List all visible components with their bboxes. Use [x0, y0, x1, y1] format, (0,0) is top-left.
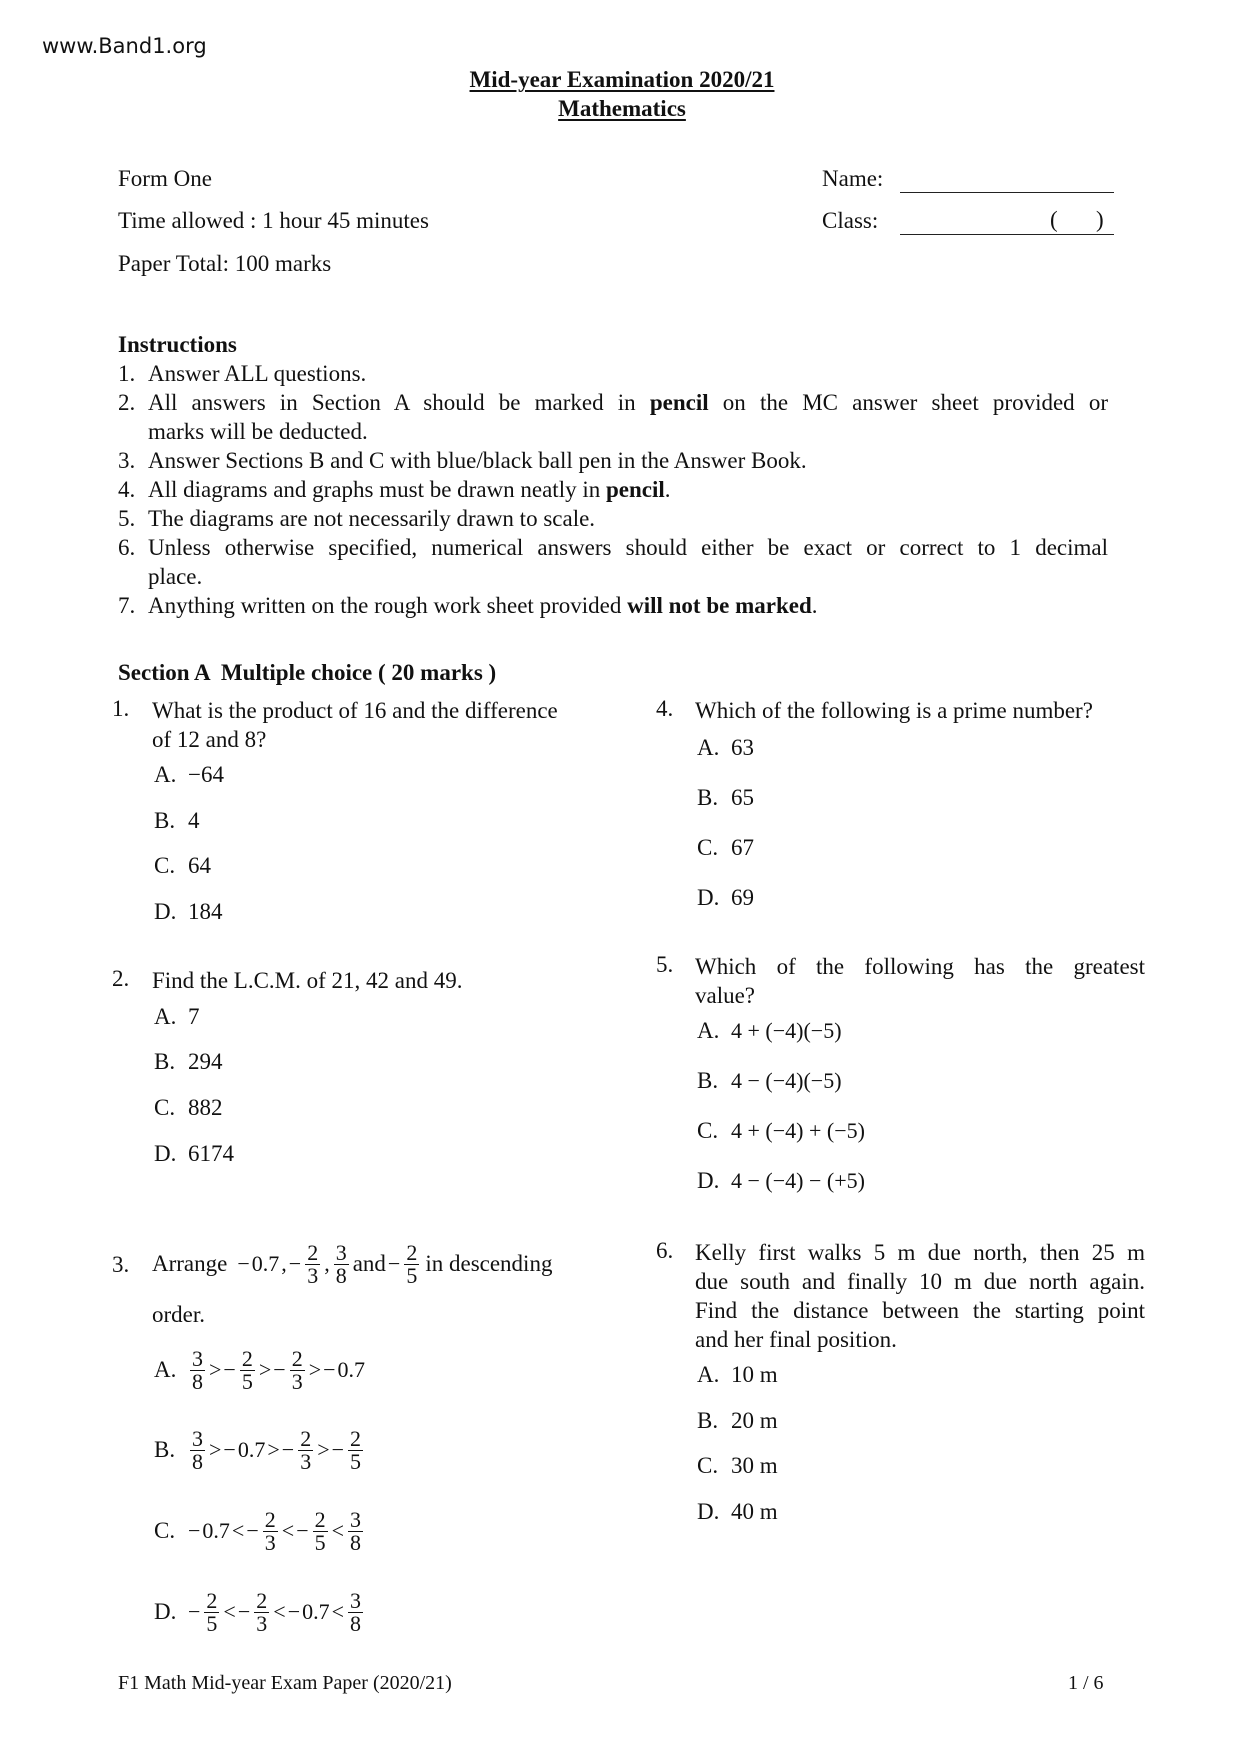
instruction-7 — [118, 593, 817, 619]
denominator: 8 — [192, 1448, 203, 1474]
question-text-line: value? — [695, 983, 756, 1008]
denominator: 3 — [307, 1262, 319, 1288]
option-c[interactable] — [697, 1118, 865, 1144]
name-field[interactable] — [900, 192, 1114, 193]
paper-total: Paper Total: 100 marks — [118, 251, 332, 276]
footer-paper-name: F1 Math Mid-year Exam Paper (2020/21) — [118, 1672, 452, 1694]
numerator: 2 — [300, 1425, 312, 1451]
question-number: 5. — [656, 952, 674, 977]
numerator: 3 — [350, 1587, 362, 1613]
denominator: 8 — [350, 1610, 362, 1636]
text-run: Anything written on the rough work sheet provided — [148, 593, 628, 618]
question-text-line: of 12 and 8? — [152, 727, 267, 752]
name-label: Name: — [822, 166, 884, 191]
numerator: 3 — [335, 1239, 347, 1265]
numerator: 2 — [314, 1506, 326, 1532]
gt-sign: > — [209, 1357, 222, 1382]
fraction — [204, 1587, 219, 1636]
numerator: 2 — [206, 1587, 218, 1613]
option-letter: A. — [697, 735, 720, 760]
fraction — [348, 1506, 363, 1555]
option-value: 6174 — [188, 1141, 234, 1166]
numerator: 3 — [192, 1425, 203, 1451]
instruction-number: 3. — [118, 448, 136, 473]
class-label: Class: — [822, 208, 879, 233]
word-and: and — [352, 1251, 386, 1276]
math-expression — [237, 1239, 421, 1288]
fraction — [263, 1506, 278, 1555]
question-text-line: due south and finally 10 m due north again. — [695, 1269, 1145, 1294]
question-text — [695, 952, 1145, 1010]
minus-sign: − — [323, 1357, 336, 1382]
minus-sign: − — [223, 1437, 236, 1462]
denominator: 8 — [350, 1529, 362, 1555]
option-value: 63 — [731, 735, 754, 760]
fraction — [254, 1587, 269, 1636]
option-letter: C. — [154, 1518, 176, 1543]
option-value: 20 m — [731, 1408, 778, 1433]
fraction — [190, 1425, 205, 1474]
decimal-value: 0.7 — [202, 1518, 230, 1543]
option-c[interactable] — [697, 835, 754, 861]
minus-sign: − — [237, 1599, 251, 1624]
denominator: 8 — [335, 1262, 347, 1288]
fraction — [290, 1345, 305, 1394]
option-letter: D. — [154, 899, 177, 924]
question-number: 1. — [112, 696, 130, 721]
lt-sign: < — [331, 1518, 345, 1543]
option-d[interactable] — [154, 1584, 365, 1640]
option-value: 294 — [188, 1049, 223, 1074]
question-number: 4. — [656, 696, 674, 721]
numerator: 2 — [264, 1506, 276, 1532]
decimal-value: 0.7 — [237, 1437, 266, 1462]
denominator: 5 — [241, 1368, 253, 1394]
lt-sign: < — [223, 1599, 236, 1624]
option-letter: D. — [154, 1599, 177, 1624]
denominator: 5 — [350, 1448, 362, 1474]
question-text-line: Find the distance between the starting point — [695, 1298, 1145, 1323]
section-a-heading: Section A Multiple choice ( 20 marks ) — [118, 660, 497, 685]
question-text: Which of the following is a prime number? — [695, 698, 1093, 723]
option-a[interactable] — [697, 1362, 778, 1388]
numerator: 3 — [350, 1506, 362, 1532]
question-text-line: and her final position. — [695, 1327, 897, 1352]
option-letter: D. — [697, 885, 720, 910]
subject-title: Mathematics — [558, 96, 686, 121]
gt-sign: > — [209, 1437, 222, 1462]
minus-sign: − — [223, 1357, 236, 1382]
fraction — [305, 1239, 320, 1288]
minus-sign: − — [188, 1518, 201, 1543]
option-letter: B. — [697, 1408, 719, 1433]
option-letter: B. — [697, 785, 719, 810]
option-letter: B. — [697, 1068, 719, 1093]
option-a[interactable] — [154, 1004, 200, 1030]
lt-sign: < — [281, 1518, 295, 1543]
time-allowed: Time allowed : 1 hour 45 minutes — [118, 208, 429, 233]
option-a[interactable] — [154, 762, 224, 788]
numerator: 2 — [241, 1345, 253, 1371]
option-b[interactable] — [154, 1049, 223, 1075]
instruction-number: 1. — [118, 361, 136, 386]
fraction — [404, 1239, 419, 1288]
website-watermark: www.Band1.org — [42, 34, 207, 58]
option-letter: C. — [697, 1453, 719, 1478]
minus-sign: − — [246, 1518, 259, 1543]
question-text — [152, 696, 602, 754]
option-letter: C. — [697, 1118, 719, 1143]
class-number-open-paren: ( — [1050, 207, 1058, 232]
decimal-value: 0.7 — [251, 1251, 280, 1276]
question-text-line: What is the product of 16 and the difference — [152, 698, 558, 723]
option-c[interactable] — [697, 1453, 778, 1479]
question-text-line: Which of the following has the greatest — [695, 954, 1145, 979]
comma: , — [324, 1251, 330, 1276]
denominator: 8 — [192, 1368, 203, 1394]
numerator: 2 — [350, 1425, 362, 1451]
instruction-number: 6. — [118, 535, 136, 560]
option-letter: D. — [154, 1141, 177, 1166]
option-letter: A. — [697, 1362, 720, 1387]
instruction-3 — [118, 448, 807, 474]
minus-sign: − — [288, 1251, 302, 1276]
option-value: 7 — [188, 1004, 200, 1029]
denominator: 3 — [264, 1529, 276, 1555]
lt-sign: < — [231, 1518, 245, 1543]
option-a[interactable] — [154, 1342, 365, 1398]
instruction-6 — [118, 535, 1108, 561]
option-value: 69 — [731, 885, 754, 910]
question-text — [152, 1234, 552, 1294]
instruction-number: 5. — [118, 506, 136, 531]
gt-sign: > — [258, 1357, 272, 1382]
minus-sign: − — [287, 1599, 301, 1624]
option-value: 4 + (−4)(−5) — [731, 1018, 842, 1043]
exam-title: Mid-year Examination 2020/21 — [469, 67, 775, 92]
denominator: 3 — [300, 1448, 312, 1474]
minus-sign: − — [331, 1437, 345, 1462]
instruction-text: Answer Sections B and C with blue/black ball pen in the Answer Book. — [148, 448, 807, 473]
instruction-6-continuation: place. — [148, 564, 203, 589]
option-a[interactable] — [697, 735, 754, 761]
option-b[interactable] — [154, 1422, 365, 1478]
numerator: 2 — [307, 1239, 319, 1265]
bold-run: pencil — [605, 477, 665, 502]
fraction — [298, 1425, 313, 1474]
minus-sign: − — [281, 1437, 295, 1462]
option-value: 30 m — [731, 1453, 778, 1478]
option-d[interactable] — [697, 1168, 865, 1194]
decimal-value: 0.7 — [302, 1599, 330, 1624]
instruction-2-continuation: marks will be deducted. — [148, 419, 368, 444]
option-value: 4 + (−4) + (−5) — [731, 1118, 865, 1143]
question-text — [695, 1238, 1145, 1354]
option-c[interactable] — [154, 1095, 223, 1121]
option-value: 4 − (−4)(−5) — [731, 1068, 842, 1093]
instruction-2 — [118, 390, 1108, 416]
option-d[interactable] — [154, 899, 223, 925]
minus-sign: − — [296, 1518, 309, 1543]
lt-sign: < — [273, 1599, 286, 1624]
option-letter: B. — [154, 1437, 176, 1462]
option-a[interactable] — [697, 1018, 842, 1044]
denominator: 3 — [256, 1610, 268, 1636]
question-text-suffix: in descending — [425, 1251, 553, 1276]
text-run: . — [811, 593, 818, 618]
question-text-line2: order. — [152, 1302, 206, 1327]
numerator: 3 — [192, 1345, 203, 1371]
instruction-text: Answer ALL questions. — [148, 361, 367, 386]
option-letter: C. — [154, 1095, 176, 1120]
text-run: . — [664, 477, 671, 502]
form-level: Form One — [118, 166, 212, 191]
option-math — [188, 1425, 365, 1474]
option-letter: A. — [154, 762, 177, 787]
numerator: 2 — [256, 1587, 268, 1613]
instructions-heading: Instructions — [118, 332, 237, 357]
fraction — [348, 1587, 363, 1636]
option-d[interactable] — [154, 1141, 234, 1167]
option-value: 40 m — [731, 1499, 778, 1524]
question-number: 2. — [112, 966, 130, 991]
option-b[interactable] — [697, 785, 754, 811]
option-letter: D. — [697, 1168, 720, 1193]
instruction-text: The diagrams are not necessarily drawn to scale. — [148, 506, 596, 531]
lt-sign: < — [331, 1599, 345, 1624]
fraction — [313, 1506, 328, 1555]
instruction-1 — [118, 361, 366, 387]
bold-run: pencil — [649, 390, 709, 415]
option-value: −64 — [188, 762, 224, 787]
option-value: 4 — [188, 808, 200, 833]
denominator: 5 — [406, 1262, 418, 1288]
numerator: 2 — [406, 1239, 418, 1265]
question-text-prefix: Arrange — [152, 1251, 228, 1276]
option-letter: A. — [697, 1018, 720, 1043]
instruction-number: 2. — [118, 390, 136, 415]
fraction — [240, 1345, 255, 1394]
option-value: 65 — [731, 785, 754, 810]
instruction-text-line1: Unless otherwise specified, numerical answers should either be exact or correct to 1 decimal — [148, 535, 1108, 560]
minus-sign: − — [237, 1251, 250, 1276]
option-letter: B. — [154, 1049, 176, 1074]
option-b[interactable] — [697, 1068, 842, 1094]
option-c[interactable] — [154, 1503, 365, 1559]
question-text-line: Kelly first walks 5 m due north, then 25 m — [695, 1240, 1145, 1265]
text-run: on the MC answer sheet provided or — [708, 390, 1108, 415]
option-b[interactable] — [154, 808, 200, 834]
gt-sign: > — [267, 1437, 280, 1462]
option-letter: C. — [697, 835, 719, 860]
option-c[interactable] — [154, 853, 211, 879]
page-number: 1 / 6 — [1068, 1672, 1104, 1694]
option-letter: C. — [154, 853, 176, 878]
question-number: 3. — [112, 1252, 130, 1277]
instruction-number: 4. — [118, 477, 136, 502]
option-math — [188, 1587, 365, 1636]
instruction-number: 7. — [118, 593, 136, 618]
option-value: 184 — [188, 899, 223, 924]
minus-sign: − — [188, 1599, 201, 1624]
fraction — [348, 1425, 363, 1474]
instruction-text-line1 — [148, 390, 1108, 416]
option-letter: A. — [154, 1004, 177, 1029]
fraction — [190, 1345, 205, 1394]
gt-sign: > — [317, 1437, 330, 1462]
option-value: 4 − (−4) − (+5) — [731, 1168, 865, 1193]
denominator: 3 — [291, 1368, 303, 1394]
denominator: 5 — [206, 1610, 218, 1636]
minus-sign: − — [387, 1251, 401, 1276]
question-text: Find the L.C.M. of 21, 42 and 49. — [152, 968, 463, 993]
class-field[interactable] — [900, 234, 1114, 235]
option-math — [188, 1345, 366, 1394]
bold-run: will not be marked — [627, 593, 812, 618]
option-value: 882 — [188, 1095, 223, 1120]
instruction-5 — [118, 506, 595, 532]
option-value: 10 m — [731, 1362, 778, 1387]
decimal-value: 0.7 — [337, 1357, 366, 1382]
option-d[interactable] — [697, 1499, 778, 1525]
denominator: 5 — [314, 1529, 326, 1555]
option-value: 67 — [731, 835, 754, 860]
text-run: All answers in Section A should be marked in — [148, 390, 650, 415]
numerator: 2 — [291, 1345, 303, 1371]
option-d[interactable] — [697, 885, 754, 911]
text-run: All diagrams and graphs must be drawn neatly in — [148, 477, 606, 502]
option-b[interactable] — [697, 1408, 778, 1434]
option-math — [188, 1506, 365, 1555]
minus-sign: − — [273, 1357, 286, 1382]
option-letter: B. — [154, 808, 176, 833]
question-number: 6. — [656, 1238, 674, 1263]
fraction — [334, 1239, 349, 1288]
instruction-4 — [118, 477, 671, 503]
option-value: 64 — [188, 853, 211, 878]
option-letter: D. — [697, 1499, 720, 1524]
comma: , — [281, 1251, 287, 1276]
option-letter: A. — [154, 1357, 177, 1382]
class-number-close-paren: ) — [1096, 207, 1104, 232]
gt-sign: > — [308, 1357, 322, 1382]
